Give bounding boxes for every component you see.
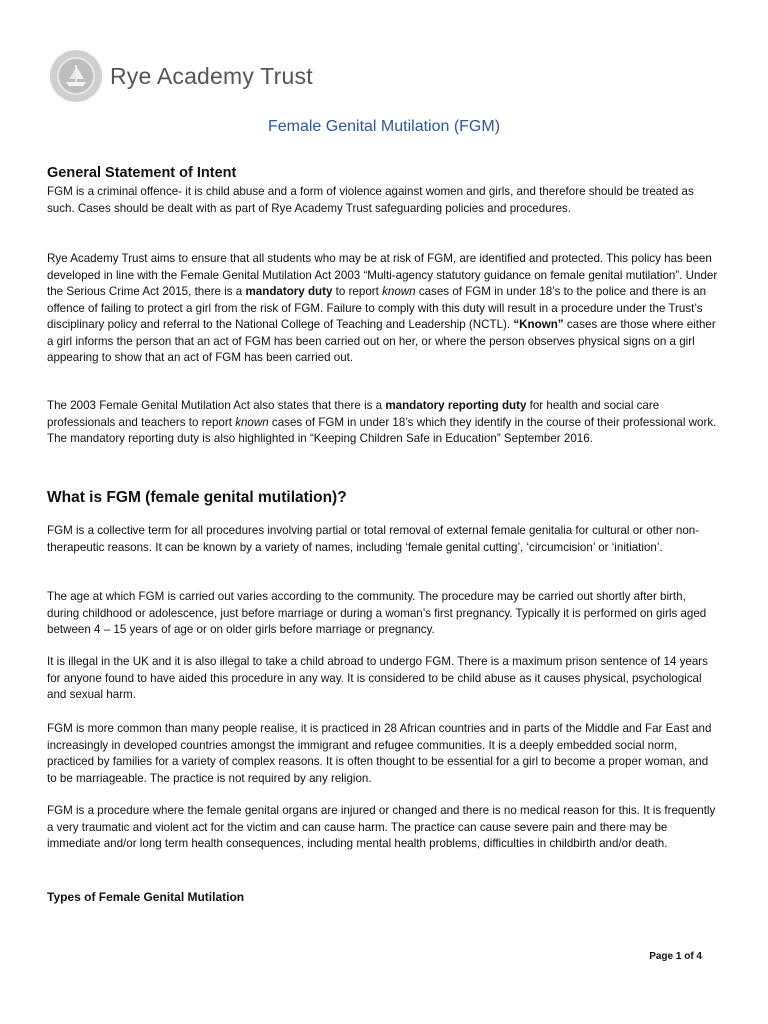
paragraph-aims: Rye Academy Trust aims to ensure that all students who may be at risk of FGM, are identified and protected. This policy has been developed in line with the Female Genital Mutilation Act 2003 “Multi-agency statutory guidance on female genital mutilation”. Under the Serious Crime Act 2015, there is a mandatory duty to report known cases of FGM in under 18’s to the police and there is an offence of failing to protect a girl from the risk of FGM. Failure to comply with this duty will result in a procedure under the Trust’s disciplinary policy and referral to the National College of Teaching and Leadership (NCTL). “Known” cases are those where either a girl informs the person that an act of FGM has been carried out on her, or where the person observes physical signs on a girl appearing to show that an act of FGM has been carried out.: [47, 252, 718, 364]
italic-known-2: known: [235, 415, 269, 429]
bold-known: “Known”: [513, 318, 564, 331]
paragraph-procedure: FGM is a procedure where the female genital organs are injured or changed and there is no medical reason for this. It is frequently a very traumatic and violent act for the victim and can cause harm. The practice can cause severe pain and there may be immediate and/or long term health consequences, including mental health problems, difficulties in childbirth and/or death.: [47, 804, 716, 850]
section-heading-what-is-fgm: What is FGM (female genital mutilation)?: [47, 489, 347, 506]
paragraph-illegal: It is illegal in the UK and it is also illegal to take a child abroad to undergo FGM. There is a maximum prison sentence of 14 years for anyone found to have aided this procedure in any way. It is considered to be child abuse as it causes physical, psychological and sexual harm.: [47, 655, 708, 701]
document-title: Female Genital Mutilation (FGM): [267, 118, 501, 135]
ship-seal-icon: [50, 50, 102, 102]
subheading-types: Types of Female Genital Mutilation: [47, 890, 245, 904]
paragraph-definition: FGM is a collective term for all procedures involving partial or total removal of external female genitalia for cultural or other non-therapeutic reasons. It can be known by a variety of names, including ‘female genital cutting’, ‘circumcision’ or ‘initiation’.: [47, 524, 700, 554]
paragraph-prevalence: FGM is more common than many people realise, it is practiced in 28 African countries and in parts of the Middle and Far East and increasingly in developed countries amongst the immigrant and refugee communities. It is a deeply embedded social norm, practiced by families for a variety of complex reasons. It is often thought to be essential for a girl to become a proper woman, and to be marriageable. The practice is not required by any religion.: [47, 722, 712, 785]
page-number: Page 1 of 4: [649, 951, 702, 962]
logo: [50, 50, 313, 102]
bold-mandatory-reporting-duty: mandatory reporting duty: [385, 399, 527, 412]
logo-text: Rye Academy Trust: [110, 62, 313, 89]
paragraph-intro: FGM is a criminal offence- it is child abuse and a form of violence against women and girls, and therefore should be treated as such. Cases should be dealt with as part of Rye Academy Trust safeguarding policies and procedures.: [47, 185, 694, 215]
paragraph-age: The age at which FGM is carried out varies according to the community. The procedure may be carried out shortly after birth, during childhood or adolescence, just before marriage or during a woman’s first pregnancy. Typically it is performed on girls aged between 4 – 15 years of age or on older girls before marriage or pregnancy.: [47, 590, 707, 636]
section-heading-general-statement: General Statement of Intent: [47, 165, 237, 181]
paragraph-fgm-act: The 2003 Female Genital Mutilation Act also states that there is a mandatory reporting duty for health and social care professionals and teachers to report known cases of FGM in under 18’s which they identify in the course of their professional work. The mandatory reporting duty is also highlighted in “Keeping Children Safe in Education” September 2016.: [47, 399, 717, 445]
italic-known: known: [382, 285, 416, 298]
bold-mandatory-duty: mandatory duty: [245, 285, 333, 298]
